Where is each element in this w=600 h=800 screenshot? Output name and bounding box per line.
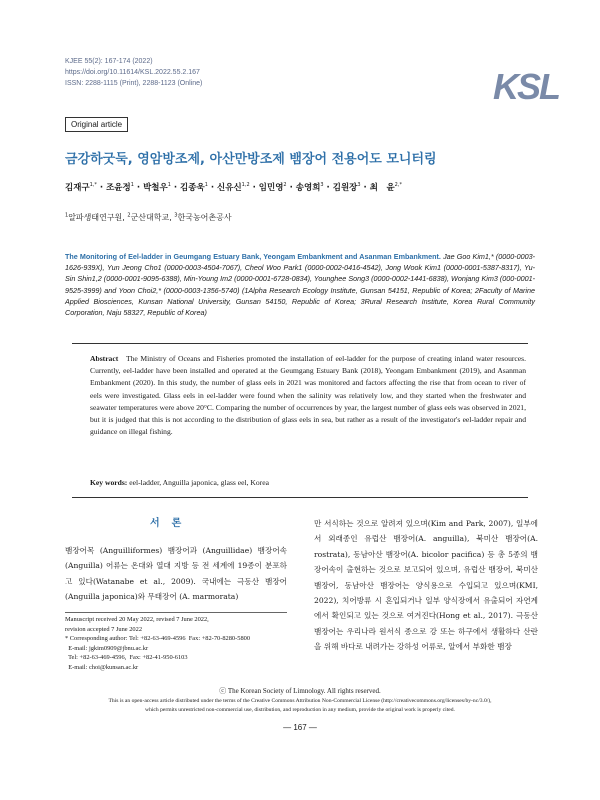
logo-text: KSL [493, 66, 559, 107]
footnote-line: E-mail: jgkim0909@jbnu.ac.kr [65, 644, 149, 652]
affiliation-text: 군산대학교, [130, 213, 172, 222]
footnote-line: Tel: +82-63-469-4596, Fax: +82-41-950-6103 [65, 654, 188, 662]
body-left-column [65, 543, 287, 605]
journal-volume-line: KJEE 55(2): 167-174 (2022) [65, 58, 153, 65]
affiliation-marker: 2 [127, 212, 131, 219]
author-affiliation-marker: 1,* [89, 182, 97, 189]
affiliation-text: 한국농어촌공사 [177, 213, 232, 222]
author-affiliation-marker: 1 [204, 182, 208, 189]
korean-title: 금강하굿둑, 영암방조제, 아산만방조제 뱀장어 전용어도 모니터링 [65, 152, 437, 167]
affiliation-text: 알파생태연구원, [68, 213, 125, 222]
page-number: ― 167 ― [283, 723, 317, 732]
license-notice [40, 697, 560, 714]
author-name: 김원장 [332, 183, 358, 193]
intro-paragraph-right: 만 서식하는 것으로 알려져 있으며(Kim and Park, 2007), 일부에서 외래종인 유럽산 뱀장어(A. anguilla), 북미산 뱀장어(A. rostrata), 동남아산 뱀장어(A. bicolor pacifica) 등 총 5종의 뱀장어속이 출현하는 것으로 보고되어 있으며, 유럽산 뱀장어, 북미산 뱀장어, 동남아산 뱀장어는 양식용으로 수입되고 있으며(KMI, 2022), 치어방류 시 혼입되거나 일부 양식장에서 유출되어 자연계에서 확인되고 있는 것으로 여겨진다(Hong et al., 2017). 극동산 뱀장어는 우리나라 원서식 종으로 강 또는 하구에서 생활하다 산란을 위해 바다로 내려가는 강하성 어류로, 알에서 부화한 뱀장 [314, 519, 538, 652]
author-affiliation-marker: 2 [283, 182, 287, 189]
footnote-line: E-mail: choi@kunsan.ac.kr [65, 663, 139, 671]
footnotes [65, 615, 295, 673]
issn-line: ISSN: 2288-1115 (Print), 2288-1123 (Online) [65, 80, 203, 87]
author-name: 최 윤 [369, 183, 395, 193]
abstract-label: Abstract [90, 354, 119, 363]
author-name: 김재구 [65, 183, 90, 193]
footnote-line: Manuscript received 20 May 2022, revised 7 June 2022, [65, 616, 209, 623]
section-heading-introduction: 서론 [150, 518, 194, 529]
author-name: 김종욱 [180, 183, 205, 193]
keywords-text: eel-ladder, Anguilla japonica, glass eel, Korea [129, 478, 269, 487]
author-name: 임민영 [258, 183, 284, 193]
abstract-text: The Ministry of Oceans and Fisheries promoted the installation of eel-ladder for the purpose of creating inland water resources. Currently, eel-ladder have been installed and operated at the Geumgang Estuary Bank (2018), Yeongam Embankment (2019), and Asanman Embankment (2020). In this study, the number of glass eels in 2021 was monitored and factors affecting the rise that from ocean to river of eels were investigated. Glass eels in eel-ladder were found when the salinity was relatively low, and they started when the freshwater and seawater temperatures were above 20°C. Comparing the number of occurrences by year, the largest number of glass eels was observed in 2021, but it is judged that this is not according to the distribution of glass eels in sea, but rather as a result of the investigator's eel-ladder repair and guidance on illegal fishing. [90, 354, 526, 437]
license-line: This is an open-access article distributed under the terms of the Creative Commons Attribution Non-Commercial License (http://creativecommons.org/licenses/by-nc/3.0/), [108, 698, 492, 704]
author-name: 조윤정 [106, 183, 131, 193]
english-title: The Monitoring of Eel-ladder in Geumgang Estuary Bank, Yeongam Embankment and Asanman Embankment. [65, 252, 441, 261]
author-name: 신유신 [217, 183, 242, 193]
affiliation-marker: 3 [174, 212, 178, 219]
license-line: which permits unrestricted non-commercial use, distribution, and reproduction in any medium, provide the original work is properly cited. [145, 706, 455, 713]
author-affiliation-marker: 1 [167, 182, 171, 189]
korean-affiliations [65, 212, 232, 223]
author-affiliation-marker: 3 [357, 182, 361, 189]
body-right-column [314, 516, 538, 655]
article-type-label: Original article [65, 117, 128, 132]
footnote-line: * Corresponding author: Tel: +82-63-469-4596 Fax: +82-70-8280-5800 [65, 635, 251, 643]
doi-line: https://doi.org/10.11614/KSL.2022.55.2.167 [65, 69, 200, 76]
author-affiliation-marker: 3 [320, 182, 324, 189]
keywords-label: Key words: [90, 478, 128, 487]
english-authors-affiliations: Jae Goo Kim1,* (0000-0003-1626-939X), Yun Jeong Cho1 (0000-0003-4504-7067), Cheol Woo Park1 (0000-0002-0416-4542), Jong Wook Kim1 (0000-0001-5387-8317), Yu-Sin Shin1,2 (0000-0001-9095-6388), Min-Young Im2 (0000-0001-6728-0834), Younghee Song3 (0000-0002-1441-6838), Wonjang Kim3 (000-0001-9525-3999) and Yoon Choi2,* (0000-0003-1356-5740) (1Alpha Research Ecology Institute, Gunsan 54151, Republic of Korea; 2Faculty of Marine Applied Biosciences, Kunsan National University, Gunsan 54150, Republic of Korea; 3Rural Research Institute, Korea Rural Community Corporation, Naju 58327, Republic of Korea) [65, 252, 535, 318]
intro-paragraph-left: 뱀장어목 (Anguilliformes) 뱀장어과 (Anguillidae) 뱀장어속(Anguilla) 어류는 온대와 열대 지방 등 전 세계에 19종이 분포하고 있다(Watanabe et al., 2009). 국내에는 극동산 뱀장어(Anguilla japonica)와 무태장어 (A. marmorata) [65, 546, 287, 602]
korean-authors: 김재구$^{1,*}$ · 조윤정$^1$ · 박철우$^1$ · 김종욱$^1$ · 신유신$^{1,2}$ · 임민영$^2$ · 송영희$^3$ · 김원장$^3$ · 최 윤$^{2,*}$ [65, 182, 402, 193]
author-affiliation-marker: 1,2 [241, 182, 250, 189]
copyright-notice: ⓒ The Korean Society of Limnology. All rights reserved. [219, 687, 381, 695]
author-name: 박철우 [143, 183, 168, 193]
author-name: 송영희 [295, 183, 321, 193]
keywords [90, 478, 269, 487]
footnote-divider [65, 612, 287, 613]
english-title-authors [65, 251, 535, 318]
abstract [90, 353, 526, 438]
author-affiliation-marker: 1 [130, 182, 134, 189]
journal-citation [65, 56, 202, 89]
footnote-line: revision accepted 7 June 2022 [65, 625, 143, 633]
journal-logo [493, 66, 559, 108]
author-affiliation-marker: 2,* [394, 182, 402, 189]
affiliation-marker: 1 [65, 212, 69, 219]
